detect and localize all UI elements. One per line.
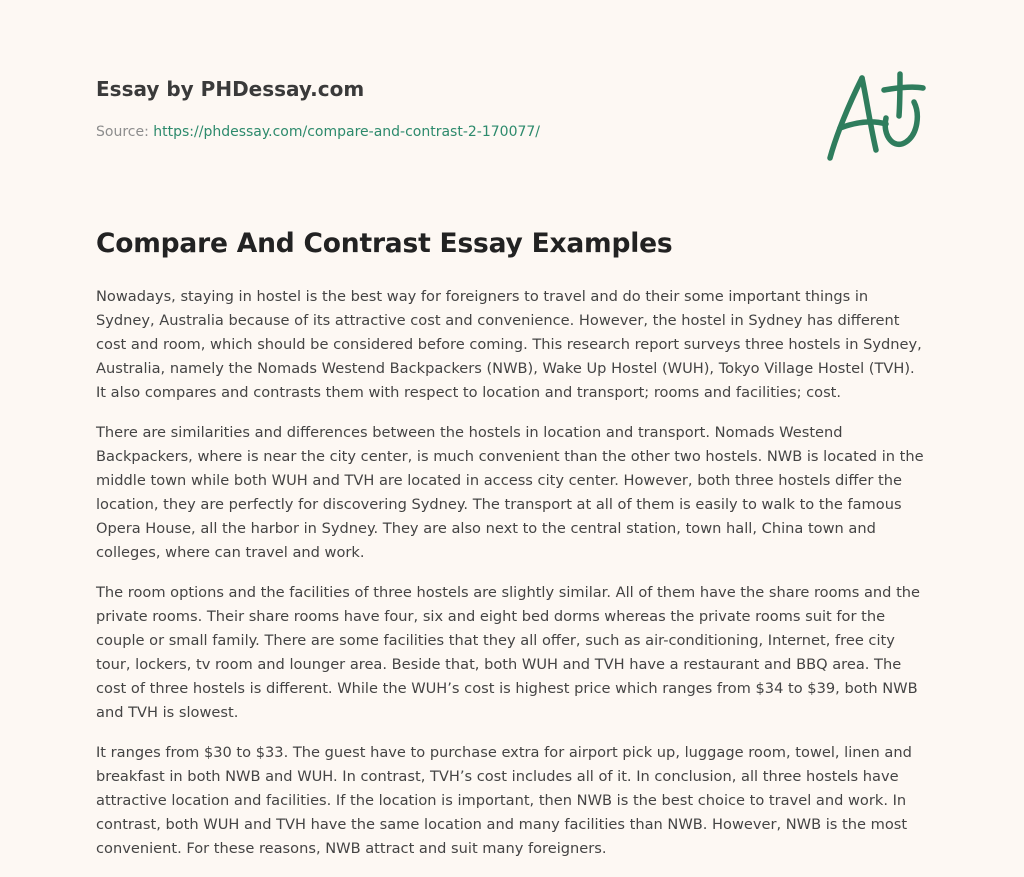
essay-paragraph: There are similarities and differences between the hostels in location and transport. Nomads Westend Backpackers, where is near the city center, is much convenient than the other two hostels. NWB is located in the middle town while both WUH and TVH are located in access city center. However, both three hostels differ the location, they are perfectly for discovering Sydney. The transport at all of them is easily to walk to the famous Opera House, all the harbor in Sydney. They are also next to the central station, town hall, China town and colleges, where can travel and work. (96, 424, 924, 561)
source-label: Source: (96, 124, 149, 140)
source-line (96, 124, 540, 140)
a-plus-grade-icon (820, 66, 930, 166)
essay-body (96, 285, 928, 877)
source-link[interactable]: https://phdessay.com/compare-and-contrast-2-170077/ (153, 124, 541, 140)
site-title: Essay by PHDessay.com (96, 77, 365, 101)
essay-title: Compare And Contrast Essay Examples (96, 228, 673, 259)
essay-paragraph: It ranges from $30 to $33. The guest have to purchase extra for airport pick up, luggage room, towel, linen and breakfast in both NWB and WUH. In contrast, TVH’s cost includes all of it. In conclusion, all three hostels have attractive location and facilities. If the location is important, then NWB is the best choice to travel and work. In contrast, both WUH and TVH have the same location and many facilities than NWB. However, NWB is the most convenient. For these reasons, NWB attract and suit many foreigners. (96, 744, 912, 857)
essay-paragraph: The room options and the facilities of three hostels are slightly similar. All of them have the share rooms and the private rooms. Their share rooms have four, six and eight bed dorms whereas the private rooms suit for the couple or small family. There are some facilities that they all offer, such as air-conditioning, Internet, free city tour, lockers, tv room and lounger area. Beside that, both WUH and TVH have a restaurant and BBQ area. The cost of three hostels is different. While the WUH’s cost is highest price which ranges from $34 to $39, both NWB and TVH is slowest. (96, 584, 921, 721)
essay-paragraph: Nowadays, staying in hostel is the best way for foreigners to travel and do their some important things in Sydney, Australia because of its attractive cost and convenience. However, the hostel in Sydney has different cost and room, which should be considered before coming. This research report surveys three hostels in Sydney, Australia, namely the Nomads Westend Backpackers (NWB), Wake Up Hostel (WUH), Tokyo Village Hostel (TVH). It also compares and contrasts them with respect to location and transport; rooms and facilities; cost. (96, 288, 922, 401)
